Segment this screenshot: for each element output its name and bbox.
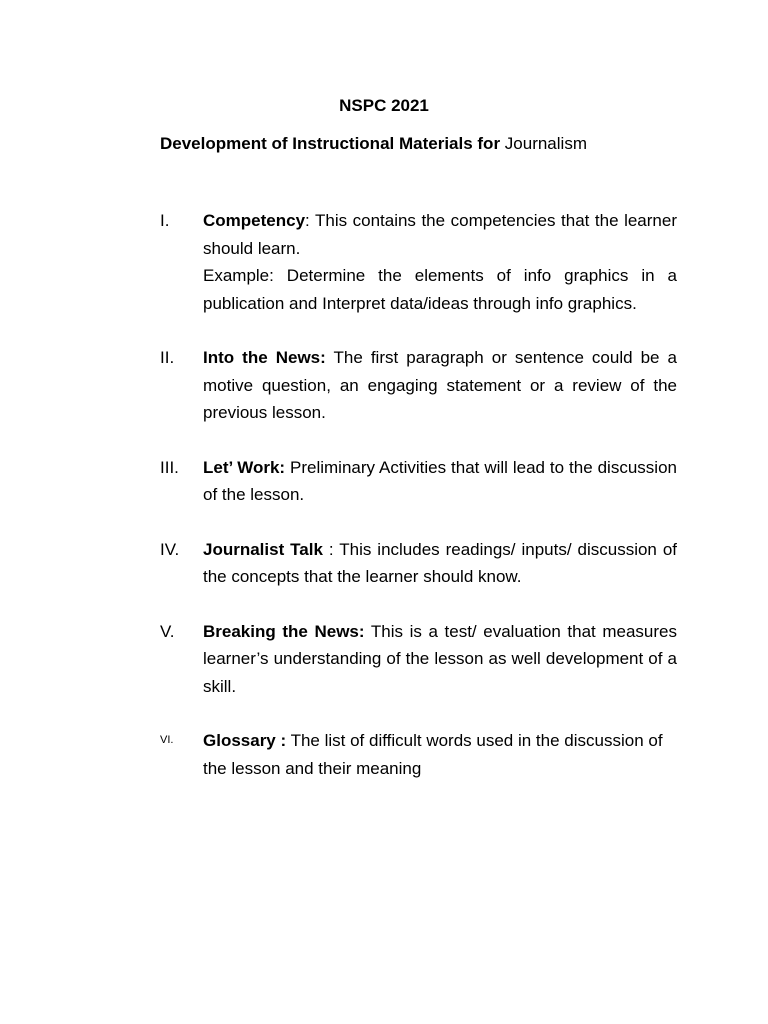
item-body — [203, 618, 677, 701]
item-body — [203, 344, 677, 427]
item-text: : This includes readings/ inputs/ discussion of the concepts that the learner should know. — [203, 539, 677, 586]
list-item-lets-work — [160, 454, 677, 509]
list-item-glossary — [160, 727, 677, 782]
item-numeral: V. — [160, 621, 175, 641]
item-body — [203, 727, 677, 782]
list-item-breaking-the-news — [160, 618, 677, 701]
item-term: Into the News: — [203, 348, 326, 367]
item-example: Example: Determine the elements of info graphics in a publication and Interpret data/ideas through info graphics. — [203, 266, 677, 313]
item-numeral: VI. — [160, 734, 174, 746]
sections-list — [160, 207, 677, 782]
item-body — [203, 536, 677, 591]
list-item-journalist-talk — [160, 536, 677, 591]
document-subtitle — [160, 133, 680, 155]
item-term: Competency — [203, 211, 306, 230]
item-term: Breaking the News: — [203, 621, 365, 641]
item-text: The first paragraph or sentence could be a motive question, an engaging statement or a review of the previous lesson. — [203, 348, 677, 422]
item-body — [203, 454, 677, 509]
item-text: : This contains the competencies that the learner should learn. — [203, 211, 677, 258]
item-numeral: II. — [160, 348, 175, 367]
document-title: NSPC 2021 — [339, 96, 429, 115]
item-body — [203, 207, 677, 317]
item-text: The list of difficult words used in the discussion of the lesson and their meaning — [203, 731, 663, 778]
item-text: Preliminary Activities that will lead to the discussion of the lesson. — [203, 457, 677, 504]
list-item-competency — [160, 207, 677, 317]
item-text: This is a test/ evaluation that measures learner’s understanding of the lesson as well development of a skill. — [203, 621, 677, 696]
item-numeral: III. — [160, 457, 179, 477]
subtitle-bold: Development of Instructional Materials for — [160, 134, 501, 153]
item-numeral: IV. — [160, 539, 180, 559]
item-term: Let’ Work: — [203, 457, 286, 477]
subtitle-rest: Journalism — [500, 134, 587, 153]
item-term: Journalist Talk — [203, 539, 323, 559]
list-item-into-the-news — [160, 344, 677, 427]
item-numeral: I. — [160, 211, 170, 230]
item-term: Glossary : — [203, 731, 287, 750]
